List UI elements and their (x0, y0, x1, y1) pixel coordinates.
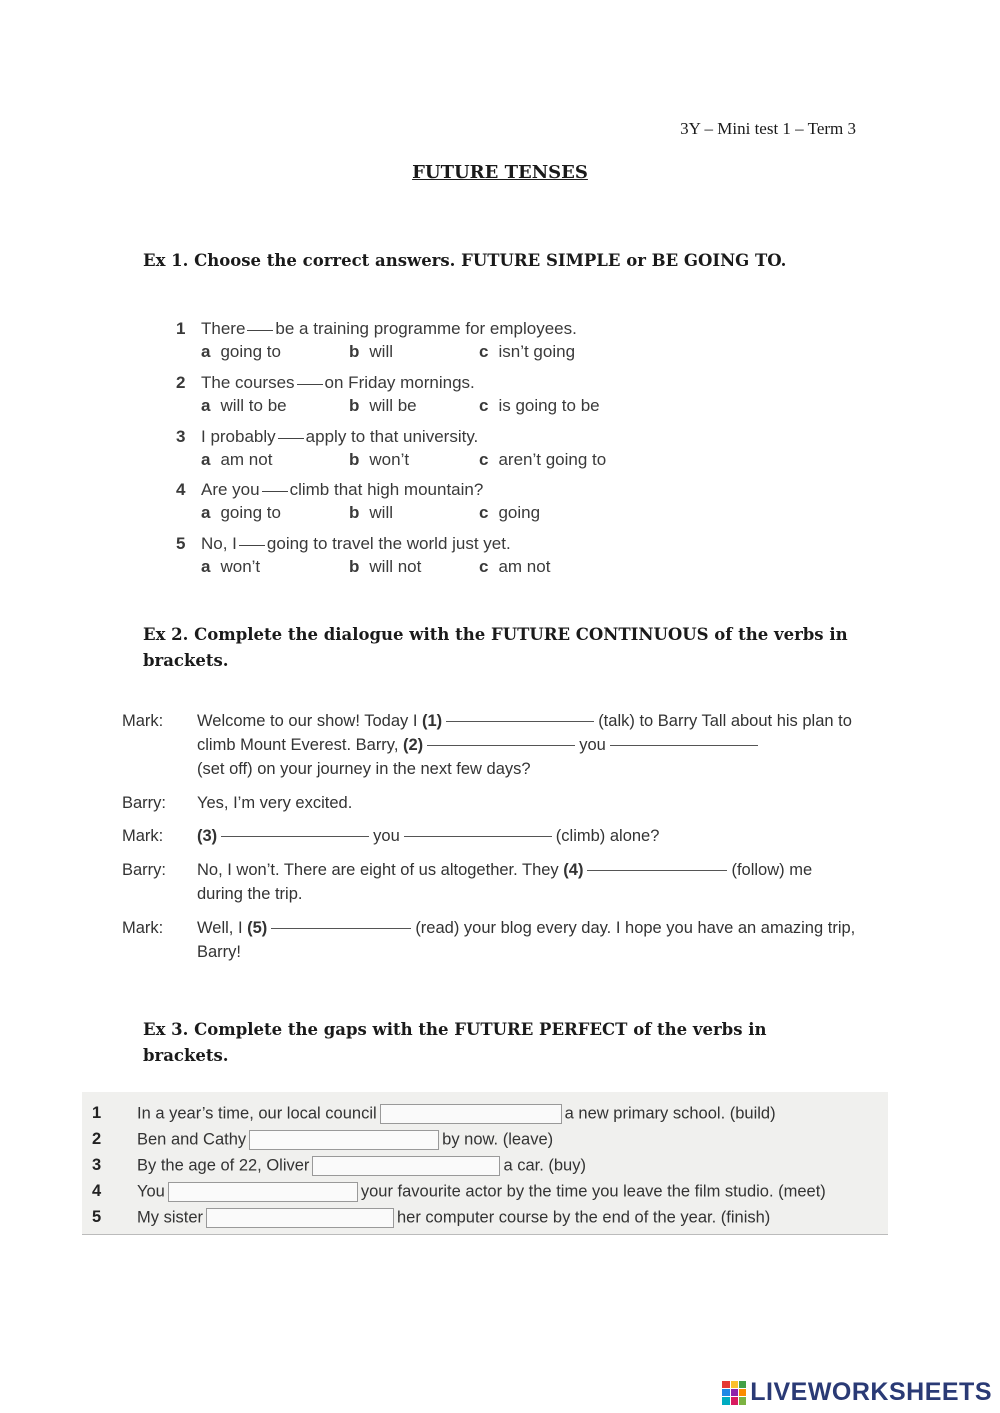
answer-input-2[interactable] (249, 1130, 439, 1150)
ex1-instruction: Ex 1. Choose the correct answers. FUTURE SIMPLE or BE GOING TO. (143, 251, 787, 270)
option-c[interactable]: c am not (479, 557, 551, 576)
answer-input-4[interactable] (168, 1182, 358, 1202)
question-text-before: I probably (201, 427, 276, 446)
question-text-after: on Friday mornings. (324, 373, 475, 392)
answer-blank-2a[interactable] (427, 744, 575, 746)
question-text-before: No, I (201, 534, 237, 553)
option-b[interactable]: b will not (349, 557, 422, 576)
ex1-question-5 (176, 534, 656, 580)
answer-blank-3b[interactable] (404, 835, 552, 837)
option-b[interactable]: b will (349, 342, 393, 361)
answer-blank-2b[interactable] (610, 744, 758, 746)
question-number: 5 (176, 534, 186, 553)
option-c[interactable]: c is going to be (479, 396, 600, 415)
question-number: 3 (176, 427, 186, 446)
question-text-after: be a training programme for employees. (275, 319, 577, 338)
question-text-after: apply to that university. (305, 427, 479, 446)
option-b[interactable]: b will (349, 503, 393, 522)
speaker-name: Mark: (122, 919, 164, 937)
ex1-question-1 (176, 319, 656, 365)
page-title: FUTURE TENSES (412, 162, 588, 183)
ex1-question-4 (176, 480, 656, 526)
answer-input-1[interactable] (380, 1104, 562, 1124)
answer-gap (278, 438, 304, 439)
ex1-question-2 (176, 373, 656, 419)
answer-gap (247, 330, 273, 331)
option-a[interactable]: a will to be (201, 396, 287, 415)
question-number: 2 (176, 373, 186, 392)
option-a[interactable]: a won’t (201, 557, 261, 576)
answer-blank-3a[interactable] (221, 835, 369, 837)
option-a[interactable]: a going to (201, 342, 281, 361)
speaker-name: Barry: (122, 861, 167, 879)
answer-blank-5[interactable] (271, 927, 411, 929)
answer-input-3[interactable] (312, 1156, 500, 1176)
speaker-name: Mark: (122, 827, 164, 845)
answer-gap (262, 491, 288, 492)
dialogue-line-5: Mark: Well, I (5) (read) your blog every day. I hope you have an amazing trip, Barry! (122, 916, 862, 964)
ex3-scanned-exercise: 1 In a year’s time, our local council a new primary school. (build) 2 Ben and Cathy by now. (leave) 3 By the age of 22, Oliver a car. (buy) 4 You your favourite actor by the time you leave the film studio. (meet) 5 My sister her computer course by the end of the year. (finish) (82, 1092, 888, 1235)
answer-blank-1[interactable] (446, 720, 594, 722)
answer-gap (297, 384, 323, 385)
question-text-after: going to travel the world just yet. (266, 534, 511, 553)
test-header: 3Y – Mini test 1 – Term 3 (680, 119, 856, 138)
dialogue-line-4: Barry: No, I won’t. There are eight of us altogether. They (4) (follow) me during the trip. (122, 858, 862, 906)
ex3-instruction: Ex 3. Complete the gaps with the FUTURE PERFECT of the verbs in brackets. (143, 1020, 767, 1065)
answer-input-5[interactable] (206, 1208, 394, 1228)
option-c[interactable]: c isn’t going (479, 342, 576, 361)
option-c[interactable]: c going (479, 503, 541, 522)
option-a[interactable]: a am not (201, 450, 273, 469)
question-number: 4 (176, 480, 186, 499)
ex1-question-3 (176, 427, 656, 473)
ex2-instruction: Ex 2. Complete the dialogue with the FUTURE CONTINUOUS of the verbs in brackets. (143, 625, 848, 670)
answer-blank-4[interactable] (587, 869, 727, 871)
question-text-before: Are you (201, 480, 260, 499)
speaker-name: Mark: (122, 712, 164, 730)
option-b[interactable]: b won’t (349, 450, 410, 469)
question-text-after: climb that high mountain? (289, 480, 484, 499)
question-number: 1 (176, 319, 186, 338)
dialogue-line-2: Barry: Yes, I’m very excited. (122, 791, 862, 815)
speaker-name: Barry: (122, 794, 167, 812)
dialogue-line-3: Mark: (3) you (climb) alone? (122, 824, 862, 848)
question-text-before: There (201, 319, 246, 338)
option-b[interactable]: b will be (349, 396, 417, 415)
question-text-before: The courses (201, 373, 295, 392)
option-a[interactable]: a going to (201, 503, 281, 522)
liveworksheets-logo (722, 1378, 992, 1407)
liveworksheets-logo-text: LIVEWORKSHEETS (750, 1378, 992, 1406)
option-c[interactable]: c aren’t going to (479, 450, 607, 469)
dialogue-line-1: Mark: Welcome to our show! Today I (1) (talk) to Barry Tall about his plan to climb Mount Everest. Barry, (2) you (set off) on your journey in the next few days? (122, 709, 862, 781)
liveworksheets-logo-icon (722, 1381, 746, 1405)
answer-gap (239, 545, 265, 546)
